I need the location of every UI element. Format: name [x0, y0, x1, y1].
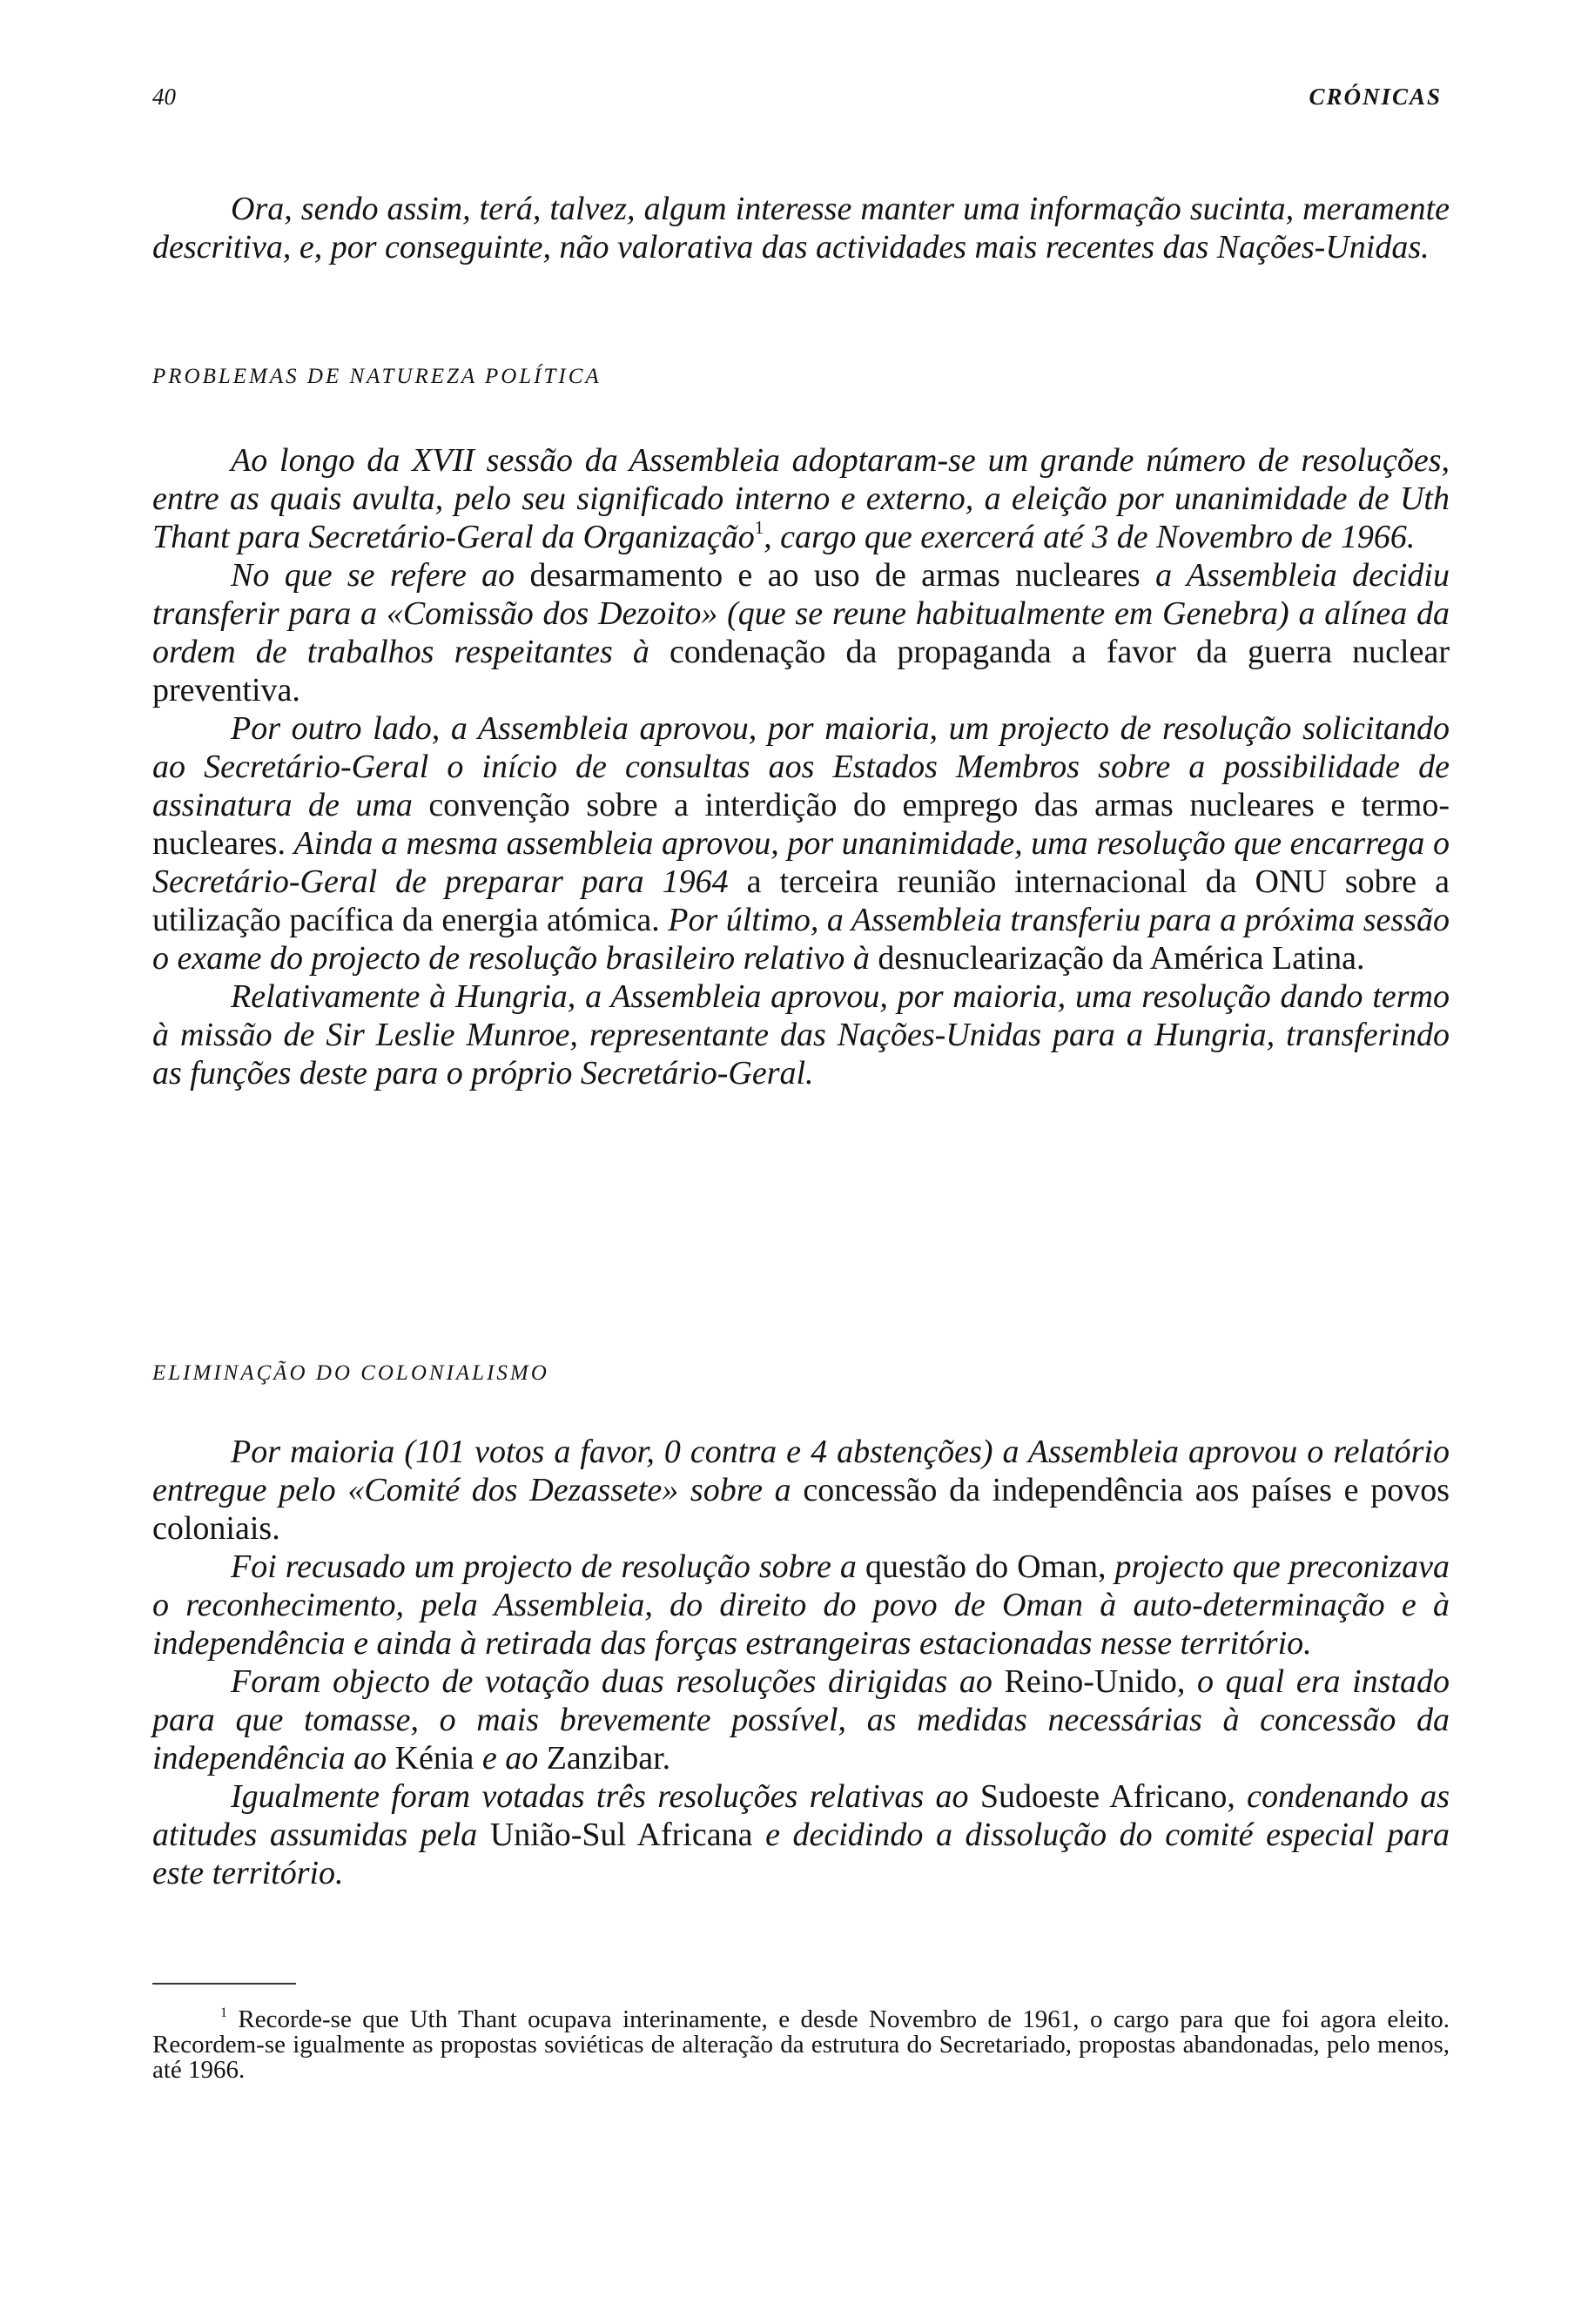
- footnote-text: Recorde-se que Uth Thant ocupava interinamente, e desde Novembro de 1961, o cargo para que foi agora eleito. Recordem-se igualmente as propostas soviéticas de alteração da estrutura do Secretariado, propostas abandonadas, pelo menos, até 1966.: [152, 2005, 1450, 2084]
- text-italic: Ao longo da XVII sessão da Assembleia adoptaram-se um grande número de resoluções, entre as quais avulta, pelo seu significado interno e externo, a eleição por unanimidade de Uth Thant para Secretário-Geral da Organização: [152, 442, 1450, 555]
- text-italic: o qual era instado para que tomasse, o mais brevemente possível, as medidas necessárias à concessão da independência ao: [152, 1663, 1450, 1777]
- text-roman: condenação da propaganda a favor da guerra nuclear preventiva.: [152, 634, 1450, 709]
- paragraph: [152, 1433, 1450, 1548]
- paragraph: [152, 709, 1450, 977]
- text-italic: Foi recusado um projecto de resolução sobre a: [231, 1548, 857, 1585]
- footnote-marker: 1: [220, 2005, 227, 2021]
- footnote-reference[interactable]: 1: [754, 517, 764, 539]
- text-italic: Igualmente foram votadas três resoluções relativas ao: [231, 1778, 969, 1815]
- text-roman: Reino-Unido,: [992, 1663, 1198, 1700]
- text-roman: União-Sul Africana: [477, 1817, 766, 1853]
- text-roman: concessão da independência aos países e povos coloniais.: [152, 1472, 1450, 1547]
- text-roman: desnuclearização da América Latina.: [869, 940, 1365, 977]
- paragraph: [152, 1662, 1450, 1777]
- text-italic: Ainda a mesma assembleia aprovou, por unanimidade, uma resolução que encarrega o Secretário-Geral de preparar para 1964: [152, 825, 1450, 900]
- text-roman: Sudoeste Africano,: [968, 1778, 1248, 1815]
- section-heading-colonialismo: ELIMINAÇÃO DO COLONIALISMO: [152, 1361, 549, 1385]
- paragraph: [152, 1548, 1450, 1662]
- intro-paragraph-block: [152, 190, 1450, 266]
- page-number: 40: [152, 84, 176, 110]
- text-italic: Por maioria (101 votos a favor, 0 contra e 4 abstenções) a Assembleia aprovou o relatório entregue pelo «Comité dos Dezassete» sobre a: [152, 1434, 1450, 1508]
- paragraph: Relativamente à Hungria, a Assembleia aprovou, por maioria, uma resolução dando termo à missão de Sir Leslie Munroe, representante das Nações-Unidas para a Hungria, transferindo as funções deste para o próprio Secretário-Geral.: [152, 978, 1450, 1091]
- text-italic: Por outro lado, a Assembleia aprovou, por maioria, um projecto de resolução solicitando ao Secretário-Geral o início de consultas aos Estados Membros sobre a possibilidade de assinatura de uma: [152, 710, 1450, 823]
- footnote-divider: [152, 1983, 296, 1985]
- text-italic: a Assembleia decidiu transferir para a «Comissão dos Dezoito» (que se reune habitualmente em Genebra) a alínea da ordem de trabalhos respeitantes à: [152, 557, 1450, 670]
- section-title: CRÓNICAS: [1309, 84, 1442, 110]
- paragraph: [152, 441, 1450, 556]
- text-italic: Foram objecto de votação duas resoluções dirigidas ao: [231, 1663, 992, 1700]
- text-italic: projecto que preconizava o reconhecimento, pela Assembleia, do direito do povo de Oman à auto-determinação e à independência e ainda à retirada das forças estrangeiras estacionadas nesse território.: [152, 1548, 1450, 1662]
- text-roman: convenção sobre a interdição do emprego das armas nucleares e termo-nucleares.: [152, 787, 1450, 862]
- section-politica-body: [152, 441, 1450, 1092]
- text-roman: Kénia: [387, 1740, 482, 1777]
- text-italic: , cargo que exercerá até 3 de Novembro de 1966.: [764, 519, 1416, 555]
- footnote-paragraph: [152, 2007, 1450, 2083]
- section-colonialismo-body: [152, 1433, 1450, 1892]
- intro-paragraph: Ora, sendo assim, terá, talvez, algum interesse manter uma informação sucinta, meramente descritiva, e, por conseguinte, não valorativa das actividades mais recentes das Nações-Unidas.: [152, 191, 1450, 265]
- text-roman: desarmamento e ao uso de armas nucleares: [515, 557, 1156, 594]
- running-header: [152, 84, 1442, 118]
- text-italic: Por último, a Assembleia transferiu para a próxima sessão o exame do projecto de resolução brasileiro relativo à: [152, 902, 1450, 977]
- text-italic: condenando as atitudes assumidas pela: [152, 1778, 1450, 1853]
- section-heading-politica: PROBLEMAS DE NATUREZA POLÍTICA: [152, 365, 602, 388]
- text-roman: a terceira reunião internacional da ONU sobre a utilização pacífica da energia atómica.: [152, 863, 1450, 938]
- text-roman: Zanzibar.: [538, 1740, 671, 1777]
- text-italic: No que se refere ao: [231, 557, 515, 594]
- text-italic: e ao: [481, 1740, 539, 1777]
- paragraph: [152, 1777, 1450, 1892]
- text-italic: e decidindo a dissolução do comité especial para este território.: [152, 1817, 1450, 1891]
- paragraph: [152, 556, 1450, 709]
- footnote: [152, 2007, 1450, 2083]
- text-roman: questão do Oman,: [856, 1548, 1115, 1585]
